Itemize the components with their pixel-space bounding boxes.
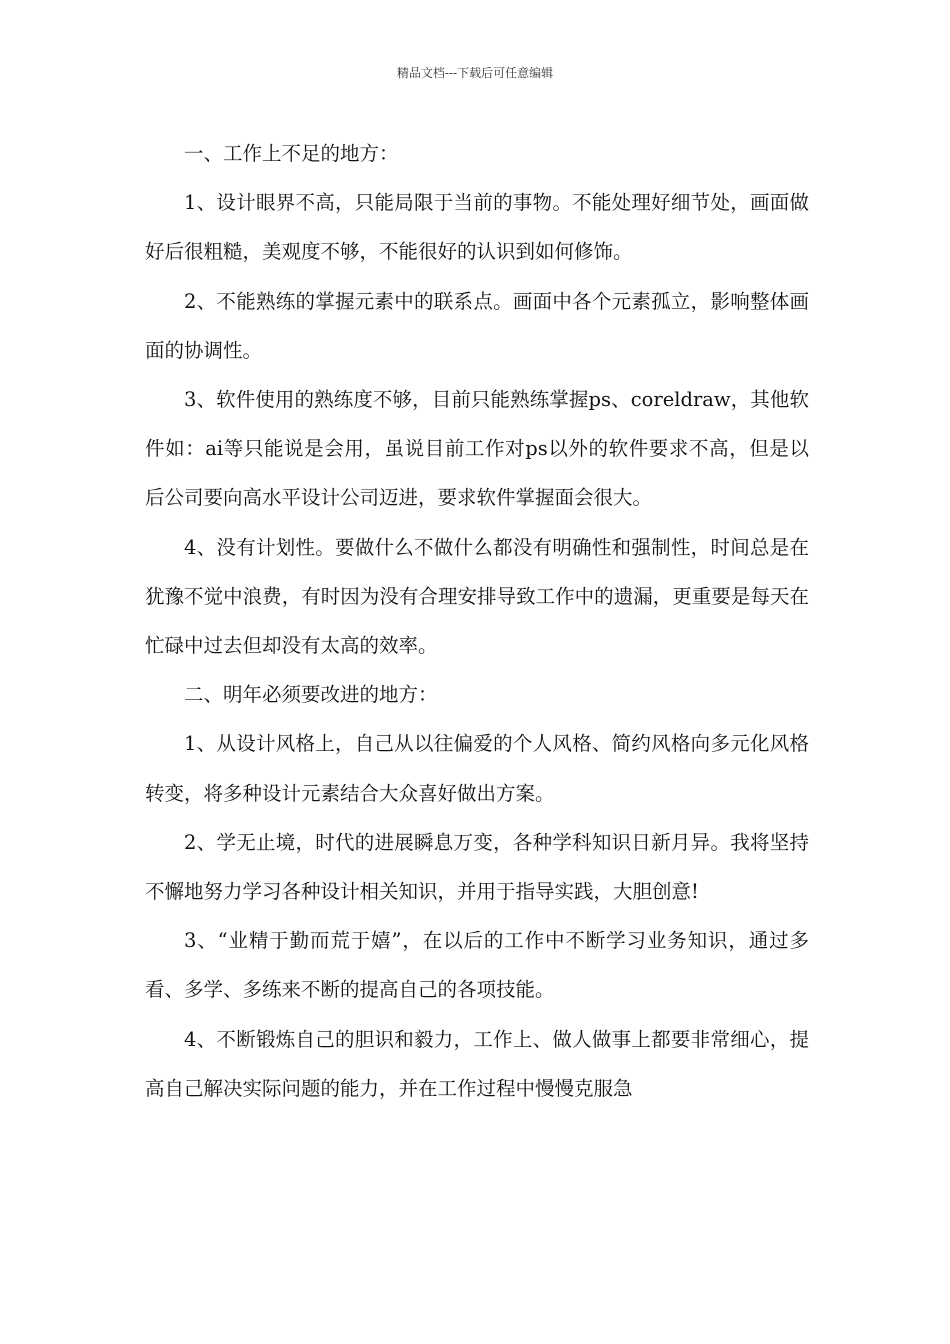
section-heading-shortcomings: 一、工作上不足的地方： [184, 142, 399, 165]
paragraph-item: 1、设计眼界不高，只能局限于当前的事物。不能处理好细节处，画面做好后很粗糙，美观度不够，不能很好的认识到如何修饰。 [145, 191, 809, 264]
paragraph-item: 4、不断锻炼自己的胆识和毅力，工作上、做人做事上都要非常细心，提高自己解决实际问题的能力，并在工作过程中慢慢克服急 [145, 1027, 809, 1100]
paragraph-item: 2、学无止境，时代的进展瞬息万变，各种学科知识日新月异。我将坚持不懈地努力学习各种设计相关知识，并用于指导实践，大胆创意! [145, 830, 809, 904]
document-body [145, 129, 809, 1113]
page-header: 精品文档---下载后可任意编辑 [396, 66, 554, 80]
paragraph-item: 4、没有计划性。要做什么不做什么都没有明确性和强制性，时间总是在犹豫不觉中浪费，有时因为没有合理安排导致工作中的遗漏，更重要是每天在忙碌中过去但却没有太高的效率。 [145, 535, 809, 658]
section-heading-improvements: 二、明年必须要改进的地方： [184, 683, 438, 707]
paragraph-item: 3、“业精于勤而荒于嬉”，在以后的工作中不断学习业务知识，通过多看、多学、多练来不断的提高自己的各项技能。 [145, 929, 809, 1002]
paragraph-item: 1、从设计风格上，自己从以往偏爱的个人风格、简约风格向多元化风格转变，将多种设计元素结合大众喜好做出方案。 [145, 732, 809, 805]
paragraph-item: 2、不能熟练的掌握元素中的联系点。画面中各个元素孤立，影响整体画面的协调性。 [145, 289, 809, 362]
paragraph-item: 3、软件使用的熟练度不够，目前只能熟练掌握ps、coreldraw，其他软件如：ai等只能说是会用，虽说目前工作对ps以外的软件要求不高，但是以后公司要向高水平设计公司迈进，要求软件掌握面会很大。 [145, 388, 809, 510]
